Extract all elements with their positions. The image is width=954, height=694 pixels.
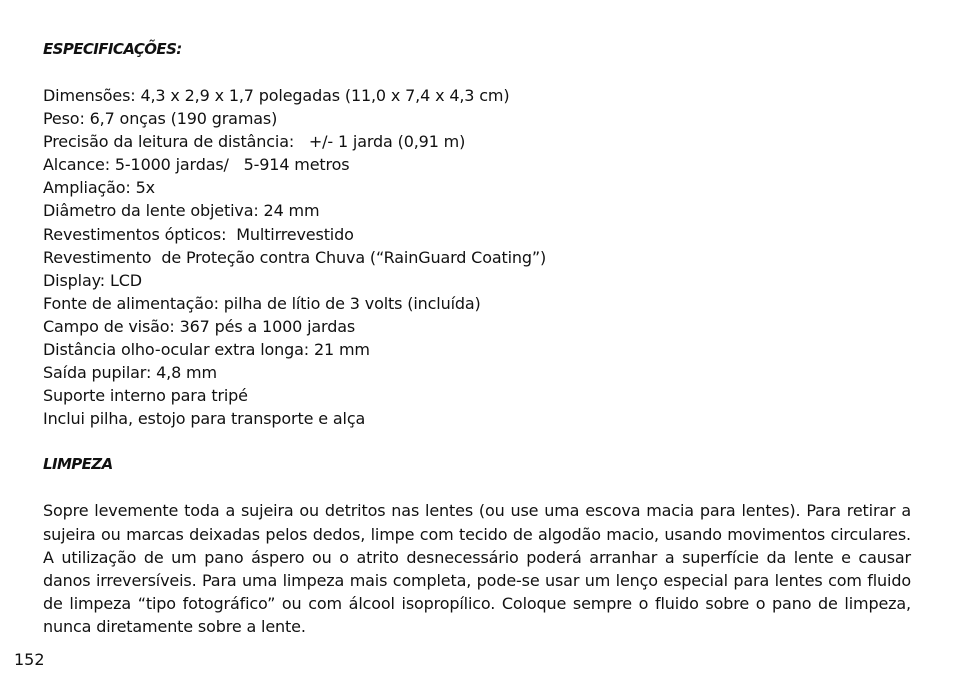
specs-list [43,84,911,430]
cleaning-paragraph: Sopre levemente toda a sujeira ou detritos nas lentes (ou use uma escova macia para lentes). Para retirar a sujeira ou marcas deixadas pelos dedos, limpe com tecido de algodão macio, usando movimentos circulares. A utilização de um pano áspero ou o atrito desnecessário poderá arranhar a superfície da lente e causar danos irreversíveis. Para uma limpeza mais completa, pode-se usar um lenço especial para lentes com fluido de limpeza “tipo fotográfico” ou com álcool isopropílico. Coloque sempre o fluido sobre o pano de limpeza, nunca diretamente sobre a lente. [43,501,911,636]
spec-item-range: Alcance: 5-1000 jardas/ 5-914 metros [43,155,350,175]
spec-item-objective-diameter: Diâmetro da lente objetiva: 24 mm [43,201,320,221]
page-number: 152 [14,650,45,669]
spec-item-power: Fonte de alimentação: pilha de lítio de 3 volts (incluída) [43,293,481,313]
spec-item-display: Display: LCD [43,270,142,290]
spec-item-eye-relief: Distância olho-ocular extra longa: 21 mm [43,340,370,360]
spec-item-accuracy: Precisão da leitura de distância: +/- 1 jarda (0,91 m) [43,132,466,152]
spec-item-tripod-mount: Suporte interno para tripé [43,386,248,406]
spec-item-dimensions: Dimensões: 4,3 x 2,9 x 1,7 polegadas (11,0 x 7,4 x 4,3 cm) [43,86,510,105]
spec-item-exit-pupil: Saída pupilar: 4,8 mm [43,363,217,383]
specs-heading: ESPECIFICAÇÕES: [43,40,182,58]
spec-item-optical-coatings: Revestimentos ópticos: Multirrevestido [43,224,354,244]
spec-item-rainguard: Revestimento de Proteção contra Chuva (“RainGuard Coating”) [43,247,547,267]
spec-item-weight: Peso: 6,7 onças (190 gramas) [43,109,278,129]
spec-item-included: Inclui pilha, estojo para transporte e alça [43,409,366,429]
manual-page [43,38,911,638]
spec-item-field-of-view: Campo de visão: 367 pés a 1000 jardas [43,316,356,336]
spec-item-magnification: Ampliação: 5x [43,178,155,198]
cleaning-heading: LIMPEZA [43,455,113,474]
